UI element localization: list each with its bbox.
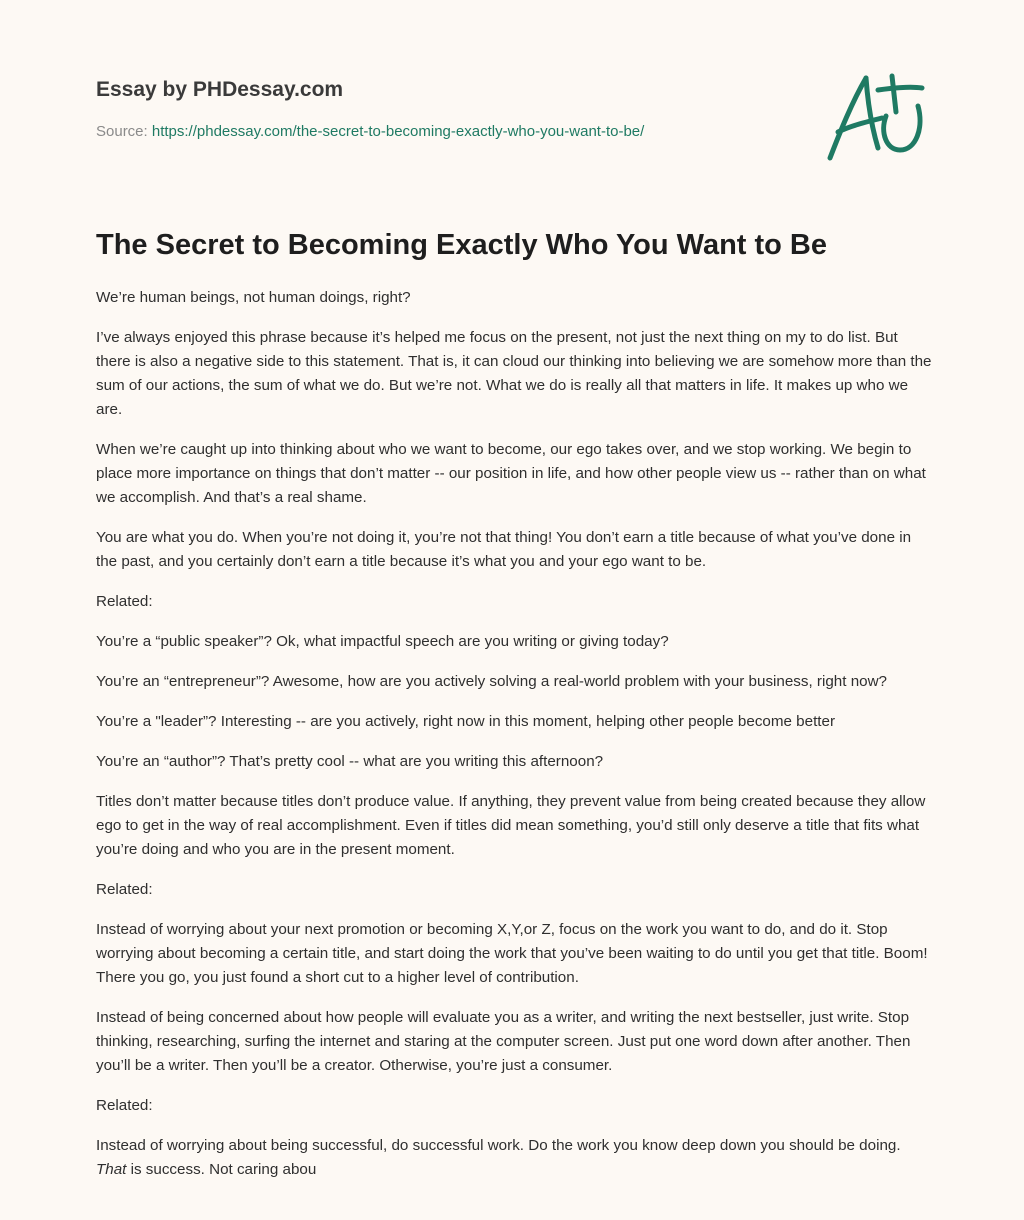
paragraph: You’re an “entrepreneur”? Awesome, how are you actively solving a real-world problem with your business, right now?	[96, 673, 888, 690]
source-line	[96, 122, 796, 142]
related-label: Related:	[96, 593, 153, 610]
a-plus-icon	[822, 66, 928, 166]
paragraph: You’re an “author”? That’s pretty cool -- what are you writing this afternoon?	[96, 753, 604, 770]
paragraph: Titles don’t matter because titles don’t produce value. If anything, they prevent value from being created because they allow ego to get in the way of real accomplishment. Even if titles did mean something, you’d still only deserve a title that fits what you’re doing and who you are in the present moment.	[96, 793, 926, 858]
paragraph: I’ve always enjoyed this phrase because it’s helped me focus on the present, not just the next thing on my to do list. But there is also a negative side to this statement. That is, it can cloud our thinking into believing we are somehow more than the sum of our actions, the sum of what we do. But we’re not. What we do is really all that matters in life. It makes up who we are.	[96, 329, 932, 418]
a-plus-grade-logo	[822, 66, 928, 166]
related-label: Related:	[96, 1097, 153, 1114]
site-brand: Essay by PHDessay.com	[96, 78, 344, 101]
essay-body	[96, 286, 932, 1182]
paragraph: You’re a "leader”? Interesting -- are you actively, right now in this moment, helping other people become better	[96, 713, 836, 730]
related-label: Related:	[96, 881, 153, 898]
paragraph: You are what you do. When you’re not doing it, you’re not that thing! You don’t earn a title because of what you’ve done in the past, and you certainly don’t earn a title because it’s what you and your ego want to be.	[96, 529, 912, 570]
paragraph: We’re human beings, not human doings, right?	[96, 289, 411, 306]
paragraph: Instead of being concerned about how people will evaluate you as a writer, and writing the next bestseller, just write. Stop thinking, researching, surfing the internet and staring at the computer screen. Just put one word down after another. Then you’ll be a writer. Then you’ll be a creator. Otherwise, you’re just a consumer.	[96, 1009, 911, 1074]
paragraph: When we’re caught up into thinking about who we want to become, our ego takes over, and we stop working. We begin to place more importance on things that don’t matter -- our position in life, and how other people view us -- rather than on what we accomplish. And that’s a real shame.	[96, 441, 926, 506]
paragraph-text-before: Instead of worrying about being successful, do successful work. Do the work you know deep down you should be doing.	[96, 1137, 901, 1154]
source-label: Source:	[96, 123, 148, 140]
paragraph-text-after: is success. Not caring abou	[126, 1161, 317, 1178]
essay-header	[96, 76, 796, 142]
essay-title: The Secret to Becoming Exactly Who You Want to Be	[96, 229, 828, 261]
paragraph-truncated	[96, 1134, 932, 1182]
paragraph: Instead of worrying about your next promotion or becoming X,Y,or Z, focus on the work you want to do, and do it. Stop worrying about becoming a certain title, and start doing the work that you’ve been waiting to do until you get that title. Boom! There you go, you just found a short cut to a higher level of contribution.	[96, 921, 928, 986]
source-link[interactable]: https://phdessay.com/the-secret-to-becoming-exactly-who-you-want-to-be/	[151, 123, 645, 140]
paragraph: You’re a “public speaker”? Ok, what impactful speech are you writing or giving today?	[96, 633, 669, 650]
paragraph-emphasis: That	[96, 1161, 127, 1178]
